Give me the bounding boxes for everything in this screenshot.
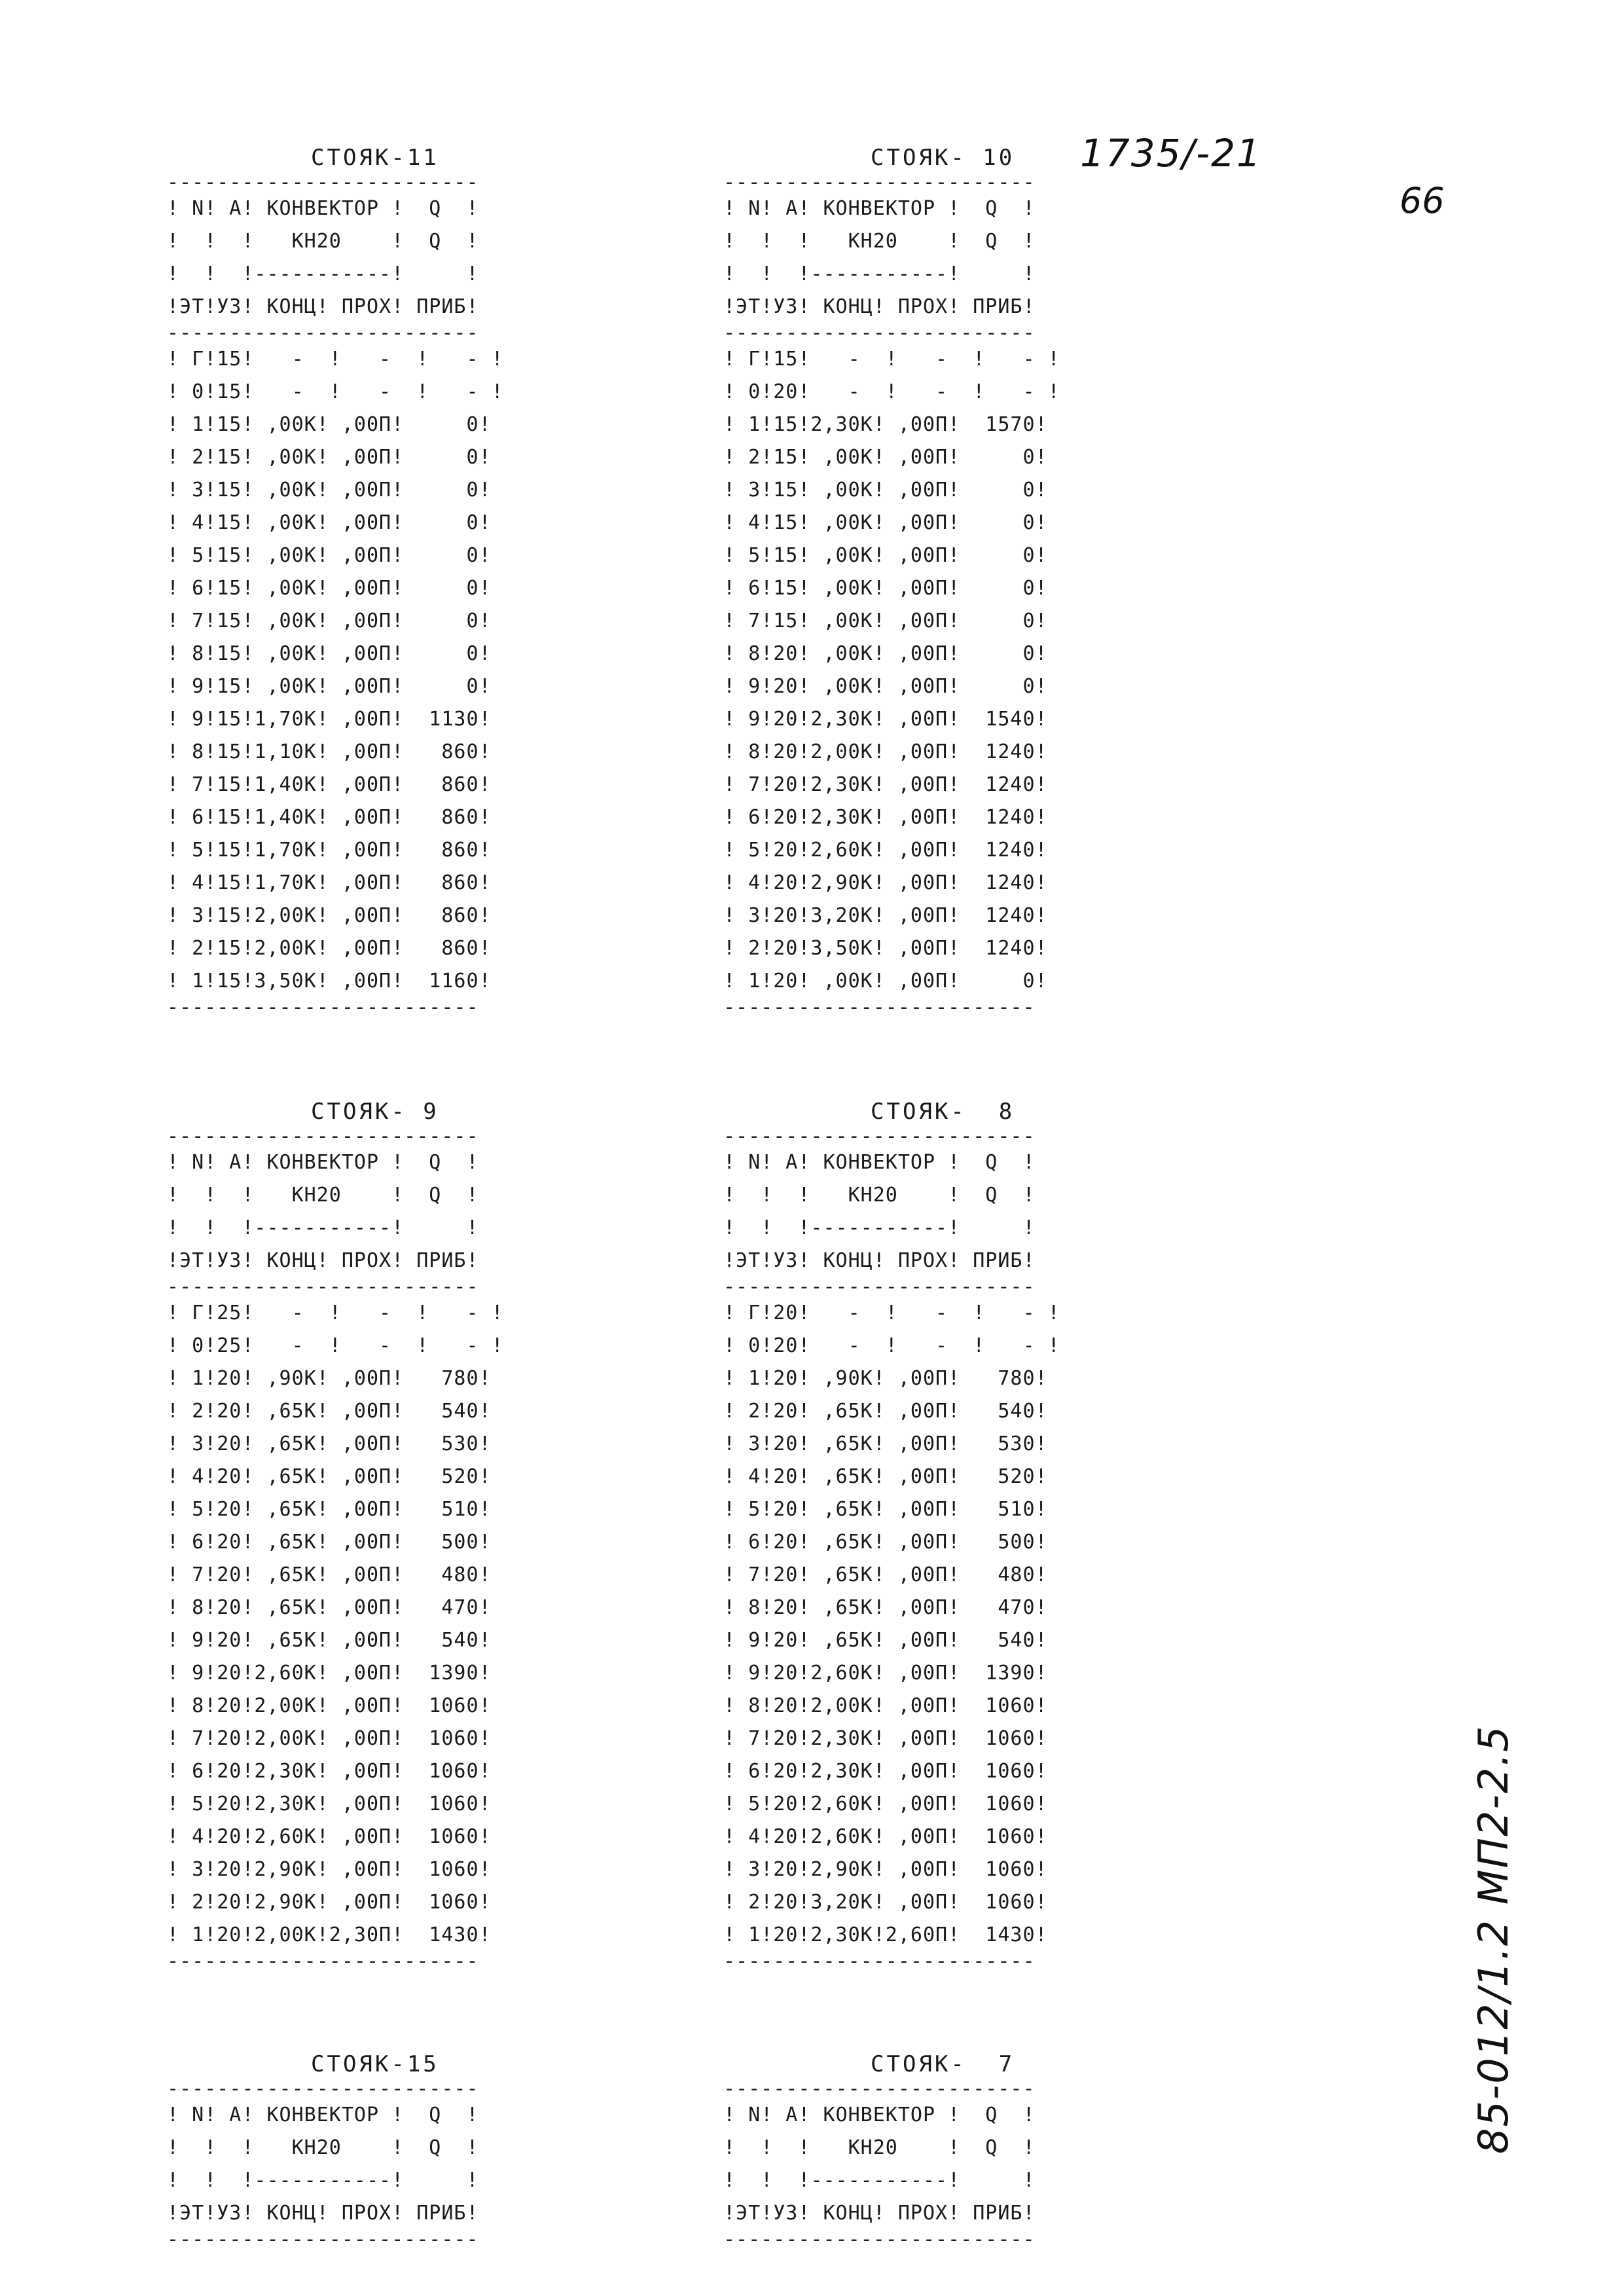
header-line: !ЭТ!УЗ! КОНЦ! ПРОХ! ПРИБ!: [723, 1249, 1036, 1272]
table-row: ! 5!15! ,00К! ,00П! 0!: [167, 544, 492, 567]
table-row: ! 5!20! ,65К! ,00П! 510!: [723, 1498, 1048, 1521]
table-row: ! 9!15! ,00К! ,00П! 0!: [167, 675, 492, 698]
table-row: ! 8!20!2,00К! ,00П! 1060!: [167, 1694, 492, 1717]
header-line: ! ! !-----------! !: [723, 1216, 1036, 1239]
table-row: ! 1!15!3,50К! ,00П! 1160!: [167, 970, 492, 993]
table-row: ! 9!20!2,30К! ,00П! 1540!: [723, 708, 1048, 731]
table-row: ! 8!15! ,00К! ,00П! 0!: [167, 642, 492, 665]
table-row: ! 5!15!1,70К! ,00П! 860!: [167, 839, 492, 862]
table-row: ! 1!15! ,00К! ,00П! 0!: [167, 413, 492, 436]
table-row: ! 6!20!2,30К! ,00П! 1060!: [167, 1760, 492, 1783]
table-row: ! 3!15! ,00К! ,00П! 0!: [167, 479, 492, 501]
header-line: ! N! A! КОНВЕКТОР ! Q !: [723, 2104, 1036, 2126]
table-row: ! 3!20! ,65К! ,00П! 530!: [723, 1432, 1048, 1455]
table-row: ! 8!20!2,00К! ,00П! 1060!: [723, 1694, 1048, 1717]
rule: -------------------------: [167, 1127, 479, 1146]
table-row: ! 0!20! - ! - ! - !: [723, 1334, 1060, 1357]
table-row: ! 6!20!2,30К! ,00П! 1060!: [723, 1760, 1048, 1783]
table-row: ! 2!15!2,00К! ,00П! 860!: [167, 937, 492, 960]
table-row: ! 9!15!1,70К! ,00П! 1130!: [167, 708, 492, 731]
rule: -------------------------: [723, 998, 1036, 1017]
table-row: ! 2!20! ,65К! ,00П! 540!: [723, 1400, 1048, 1423]
rule: -------------------------: [723, 1127, 1036, 1146]
header-line: !ЭТ!УЗ! КОНЦ! ПРОХ! ПРИБ!: [723, 295, 1036, 318]
table-body: [167, 343, 664, 998]
table-row: ! Г!20! - ! - ! - !: [723, 1302, 1060, 1324]
header-line: ! ! !-----------! !: [723, 263, 1036, 285]
table-row: ! 4!20!2,60К! ,00П! 1060!: [167, 1825, 492, 1848]
table-row: ! 6!15! ,00К! ,00П! 0!: [723, 577, 1048, 600]
riser-table-15: [167, 2049, 664, 2250]
table-row: ! 7!15! ,00К! ,00П! 0!: [723, 610, 1048, 632]
header-line: !ЭТ!УЗ! КОНЦ! ПРОХ! ПРИБ!: [167, 295, 479, 318]
table-row: ! 3!20!3,20К! ,00П! 1240!: [723, 904, 1048, 927]
table-row: ! 2!20!3,20К! ,00П! 1060!: [723, 1891, 1048, 1914]
table-row: ! 9!20! ,65К! ,00П! 540!: [167, 1629, 492, 1652]
table-row: ! 7!20! ,65К! ,00П! 480!: [167, 1563, 492, 1586]
table-row: ! 2!20! ,65К! ,00П! 540!: [167, 1400, 492, 1423]
rule: -------------------------: [167, 323, 479, 343]
table-row: ! 3!20! ,65К! ,00П! 530!: [167, 1432, 492, 1455]
table-row: ! 1!15!2,30К! ,00П! 1570!: [723, 413, 1048, 436]
table-row: ! 7!20!2,00К! ,00П! 1060!: [167, 1727, 492, 1750]
header-line: ! ! ! КН20 ! Q !: [167, 230, 479, 253]
header-line: !ЭТ!УЗ! КОНЦ! ПРОХ! ПРИБ!: [723, 2202, 1036, 2225]
table-title: СТОЯК- 7: [871, 2051, 1015, 2077]
riser-table-11: [167, 143, 664, 1017]
rule: -------------------------: [167, 1277, 479, 1297]
table-row: ! 2!20!3,50К! ,00П! 1240!: [723, 937, 1048, 960]
rule: -------------------------: [167, 2230, 479, 2250]
table-title: СТОЯК- 10: [871, 145, 1015, 171]
table-row: ! 8!20! ,65К! ,00П! 470!: [167, 1596, 492, 1619]
table-row: ! 2!15! ,00К! ,00П! 0!: [723, 446, 1048, 469]
table-body: [167, 1297, 664, 1952]
table-row: ! 6!15!1,40К! ,00П! 860!: [167, 806, 492, 829]
header-line: ! ! !-----------! !: [167, 263, 479, 285]
header-line: ! ! !-----------! !: [723, 2169, 1036, 2192]
header-line: ! ! ! КН20 ! Q !: [723, 230, 1036, 253]
table-title: СТОЯК- 9: [311, 1099, 439, 1125]
table-row: ! 5!20!2,60К! ,00П! 1240!: [723, 839, 1048, 862]
table-row: ! 8!15!1,10К! ,00П! 860!: [167, 740, 492, 763]
header-line: ! ! !-----------! !: [167, 1216, 479, 1239]
table-row: ! 3!20!2,90К! ,00П! 1060!: [723, 1858, 1048, 1881]
rule: -------------------------: [723, 1952, 1036, 1971]
table-row: ! 6!20! ,65К! ,00П! 500!: [723, 1531, 1048, 1554]
table-row: ! Г!15! - ! - ! - !: [723, 348, 1060, 371]
handwritten-note: 1735/-21: [1080, 131, 1262, 175]
table-row: ! Г!15! - ! - ! - !: [167, 348, 504, 371]
page-number: 66: [1399, 180, 1445, 221]
table-row: ! Г!25! - ! - ! - !: [167, 1302, 504, 1324]
table-row: ! 4!20!2,60К! ,00П! 1060!: [723, 1825, 1048, 1848]
header-line: ! ! ! КН20 ! Q !: [167, 1184, 479, 1207]
table-row: ! 5!20!2,60К! ,00П! 1060!: [723, 1793, 1048, 1815]
header-line: !ЭТ!УЗ! КОНЦ! ПРОХ! ПРИБ!: [167, 1249, 479, 1272]
rule: -------------------------: [167, 173, 479, 192]
header-line: ! N! A! КОНВЕКТОР ! Q !: [723, 197, 1036, 220]
table-row: ! 4!15! ,00К! ,00П! 0!: [167, 511, 492, 534]
table-row: ! 3!15! ,00К! ,00П! 0!: [723, 479, 1048, 501]
header-line: ! ! ! КН20 ! Q !: [723, 2136, 1036, 2159]
table-row: ! 1!20!2,30К!2,60П! 1430!: [723, 1923, 1048, 1946]
table-title: СТОЯК-11: [311, 145, 439, 171]
riser-table-7: [723, 2049, 1221, 2250]
table-row: ! 9!20! ,00К! ,00П! 0!: [723, 675, 1048, 698]
table-row: ! 7!20!2,30К! ,00П! 1240!: [723, 773, 1048, 796]
table-row: ! 7!15!1,40К! ,00П! 860!: [167, 773, 492, 796]
table-row: ! 4!15! ,00К! ,00П! 0!: [723, 511, 1048, 534]
table-row: ! 8!20!2,00К! ,00П! 1240!: [723, 740, 1048, 763]
table-body: [723, 1297, 1221, 1952]
table-title: СТОЯК-15: [311, 2051, 439, 2077]
header-line: ! ! ! КН20 ! Q !: [723, 1184, 1036, 1207]
side-document-code: 85-012/1.2 МП2-2.5: [1470, 1724, 1517, 2154]
table-row: ! 4!15!1,70К! ,00П! 860!: [167, 871, 492, 894]
table-row: ! 4!20!2,90К! ,00П! 1240!: [723, 871, 1048, 894]
table-row: ! 4!20! ,65К! ,00П! 520!: [723, 1465, 1048, 1488]
header-line: ! N! A! КОНВЕКТОР ! Q !: [167, 197, 479, 220]
table-row: ! 7!15! ,00К! ,00П! 0!: [167, 610, 492, 632]
header-line: ! N! A! КОНВЕКТОР ! Q !: [723, 1151, 1036, 1174]
table-row: ! 3!20!2,90К! ,00П! 1060!: [167, 1858, 492, 1881]
table-row: ! 0!25! - ! - ! - !: [167, 1334, 504, 1357]
table-row: ! 2!20!2,90К! ,00П! 1060!: [167, 1891, 492, 1914]
table-row: ! 6!20! ,65К! ,00П! 500!: [167, 1531, 492, 1554]
header-line: ! ! ! КН20 ! Q !: [167, 2136, 479, 2159]
table-body: [723, 343, 1221, 998]
table-row: ! 7!20! ,65К! ,00П! 480!: [723, 1563, 1048, 1586]
table-row: ! 9!20! ,65К! ,00П! 540!: [723, 1629, 1048, 1652]
table-row: ! 0!15! - ! - ! - !: [167, 380, 504, 403]
table-row: ! 6!15! ,00К! ,00П! 0!: [167, 577, 492, 600]
table-row: ! 3!15!2,00К! ,00П! 860!: [167, 904, 492, 927]
table-row: ! 5!15! ,00К! ,00П! 0!: [723, 544, 1048, 567]
table-row: ! 8!20! ,65К! ,00П! 470!: [723, 1596, 1048, 1619]
rule: -------------------------: [723, 323, 1036, 343]
rule: -------------------------: [723, 173, 1036, 192]
header-line: !ЭТ!УЗ! КОНЦ! ПРОХ! ПРИБ!: [167, 2202, 479, 2225]
table-row: ! 8!20! ,00К! ,00П! 0!: [723, 642, 1048, 665]
header-line: ! N! A! КОНВЕКТОР ! Q !: [167, 1151, 479, 1174]
riser-table-10: [723, 143, 1221, 1017]
table-row: ! 9!20!2,60К! ,00П! 1390!: [167, 1662, 492, 1685]
table-row: ! 7!20!2,30К! ,00П! 1060!: [723, 1727, 1048, 1750]
table-row: ! 1!20! ,90К! ,00П! 780!: [167, 1367, 492, 1390]
table-row: ! 1!20! ,00К! ,00П! 0!: [723, 970, 1048, 993]
table-row: ! 9!20!2,60К! ,00П! 1390!: [723, 1662, 1048, 1685]
rule: -------------------------: [167, 998, 479, 1017]
riser-table-9: [167, 1097, 664, 1971]
riser-table-8: [723, 1097, 1221, 1971]
table-row: ! 5!20!2,30К! ,00П! 1060!: [167, 1793, 492, 1815]
rule: -------------------------: [723, 1277, 1036, 1297]
header-line: ! N! A! КОНВЕКТОР ! Q !: [167, 2104, 479, 2126]
table-row: ! 0!20! - ! - ! - !: [723, 380, 1060, 403]
rule: -------------------------: [167, 2079, 479, 2099]
table-row: ! 5!20! ,65К! ,00П! 510!: [167, 1498, 492, 1521]
rule: -------------------------: [723, 2230, 1036, 2250]
header-line: ! ! !-----------! !: [167, 2169, 479, 2192]
table-row: ! 6!20!2,30К! ,00П! 1240!: [723, 806, 1048, 829]
table-row: ! 1!20! ,90К! ,00П! 780!: [723, 1367, 1048, 1390]
table-row: ! 1!20!2,00К!2,30П! 1430!: [167, 1923, 492, 1946]
table-row: ! 2!15! ,00К! ,00П! 0!: [167, 446, 492, 469]
rule: -------------------------: [167, 1952, 479, 1971]
table-title: СТОЯК- 8: [871, 1099, 1015, 1125]
table-row: ! 4!20! ,65К! ,00П! 520!: [167, 1465, 492, 1488]
rule: -------------------------: [723, 2079, 1036, 2099]
